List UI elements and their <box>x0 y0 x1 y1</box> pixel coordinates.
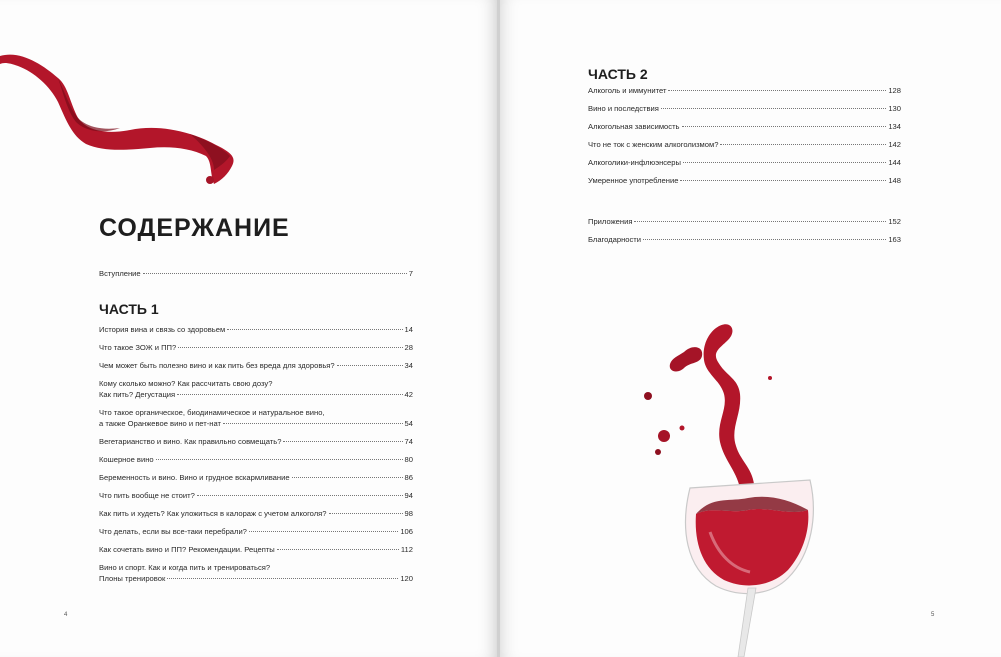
toc-entry-intro[interactable] <box>99 268 413 279</box>
toc-entry-title: Что не ток с женским алкоголизмом? <box>588 140 719 149</box>
dot-leader <box>337 365 403 366</box>
toc-entry-page: 134 <box>888 122 901 131</box>
toc-entry-title-line: Кому сколько можно? Как рассчитать свою дозу? <box>99 379 273 388</box>
dot-leader <box>661 108 886 109</box>
part2-toc-list <box>588 85 901 193</box>
toc-entry-title: Вступление <box>99 269 141 278</box>
toc-entry[interactable] <box>99 472 413 483</box>
toc-entry-page: 128 <box>888 86 901 95</box>
contents-title: СОДЕРЖАНИЕ <box>99 214 290 242</box>
toc-entry[interactable] <box>99 342 413 353</box>
dot-leader <box>197 495 403 496</box>
toc-entry-title: Чем может быть полезно вино и как пить без вреда для здоровья? <box>99 361 335 370</box>
toc-entry-title: Вегетарианство и вино. Как правильно совмещать? <box>99 437 282 446</box>
toc-entry-page: 54 <box>404 419 413 428</box>
toc-entry-page: 144 <box>888 158 901 167</box>
toc-entry-title: Плоны тренировок <box>99 574 166 583</box>
toc-entry-title-line: Вино и спорт. Как и когда пить и тренироваться? <box>99 563 271 572</box>
toc-entry-title: Приложения <box>588 217 633 226</box>
dot-leader <box>143 273 407 274</box>
dot-leader <box>682 126 887 127</box>
toc-entry[interactable] <box>99 454 413 465</box>
page-number-right: 5 <box>931 612 935 618</box>
part1-heading: ЧАСТЬ 1 <box>99 301 159 317</box>
toc-entry-page: 130 <box>888 104 901 113</box>
toc-entry-page: 98 <box>404 509 413 518</box>
dot-leader <box>283 441 402 442</box>
toc-entry[interactable] <box>99 562 413 584</box>
wine-splash-image <box>0 48 250 188</box>
toc-entry[interactable] <box>588 121 901 132</box>
toc-entry-page: 74 <box>404 437 413 446</box>
toc-entry-page: 112 <box>400 545 413 554</box>
dot-leader <box>683 162 886 163</box>
left-page <box>0 0 497 657</box>
toc-entry-page: 94 <box>404 491 413 500</box>
toc-entry-title: История вина и связь со здоровьем <box>99 325 226 334</box>
toc-entry-title: Что такое ЗОЖ и ПП? <box>99 343 177 352</box>
toc-entry[interactable] <box>99 378 413 400</box>
dot-leader <box>156 459 403 460</box>
dot-leader <box>680 180 886 181</box>
toc-entry[interactable] <box>588 234 901 245</box>
toc-entry[interactable] <box>588 139 901 150</box>
toc-entry-page: 163 <box>888 235 901 244</box>
wine-glass-image <box>620 318 850 657</box>
toc-entry-title: Вино и последствия <box>588 104 659 113</box>
dot-leader <box>292 477 403 478</box>
toc-entry[interactable] <box>588 216 901 227</box>
toc-entry[interactable] <box>99 436 413 447</box>
appendix-toc-list <box>588 216 901 252</box>
toc-entry-page: 14 <box>404 325 413 334</box>
toc-entry[interactable] <box>588 175 901 186</box>
toc-entry-title: Беременность и вино. Вино и грудное вскармливание <box>99 473 290 482</box>
toc-entry[interactable] <box>588 157 901 168</box>
toc-entry-title: Что пить вообще не стоит? <box>99 491 195 500</box>
toc-entry-title: Как пить? Дегустация <box>99 390 176 399</box>
toc-entry-page: 42 <box>404 390 413 399</box>
toc-entry-title: Алкоголь и иммунитет <box>588 86 667 95</box>
toc-entry[interactable] <box>99 360 413 371</box>
dot-leader <box>643 239 886 240</box>
toc-entry[interactable] <box>588 85 901 96</box>
toc-entry-page: 148 <box>888 176 901 185</box>
toc-entry-page: 34 <box>404 361 413 370</box>
dot-leader <box>277 549 399 550</box>
part1-toc-list <box>99 324 413 591</box>
dot-leader <box>227 329 402 330</box>
toc-entry-page: 142 <box>888 140 901 149</box>
toc-entry[interactable] <box>588 103 901 114</box>
dot-leader <box>223 423 403 424</box>
toc-entry[interactable] <box>99 544 413 555</box>
toc-entry-page: 28 <box>404 343 413 352</box>
intro-list <box>99 268 413 279</box>
toc-entry-page: 120 <box>400 574 413 583</box>
dot-leader <box>668 90 886 91</box>
toc-entry[interactable] <box>99 526 413 537</box>
toc-entry-page: 106 <box>400 527 413 536</box>
dot-leader <box>167 578 398 579</box>
toc-entry-title-line: Что такое органическое, биодинамическое и натуральное вино, <box>99 408 325 417</box>
toc-entry-title: Благодарности <box>588 235 642 244</box>
toc-entry-title: Умеренное употребление <box>588 176 679 185</box>
toc-entry-page: 86 <box>404 473 413 482</box>
toc-entry-title: Как сочетать вино и ПП? Рекомендации. Рецепты <box>99 545 275 554</box>
toc-entry-title: а также Оранжевое вино и пет-нат <box>99 419 222 428</box>
toc-entry[interactable] <box>99 324 413 335</box>
toc-entry-page: 80 <box>404 455 413 464</box>
dot-leader <box>329 513 403 514</box>
toc-entry-page: 152 <box>888 217 901 226</box>
part2-heading: ЧАСТЬ 2 <box>588 66 648 82</box>
toc-entry-title: Алкоголики-инфлюэнсеры <box>588 158 681 167</box>
dot-leader <box>178 347 402 348</box>
dot-leader <box>177 394 402 395</box>
page-number-left: 4 <box>64 612 68 618</box>
toc-entry[interactable] <box>99 407 413 429</box>
toc-entry-title: Как пить и худеть? Как уложиться в калораж с учетом алкоголя? <box>99 509 327 518</box>
toc-entry-page: 7 <box>408 269 413 278</box>
dot-leader <box>249 531 398 532</box>
dot-leader <box>634 221 886 222</box>
toc-entry[interactable] <box>99 490 413 501</box>
dot-leader <box>720 144 886 145</box>
toc-entry-title: Кошерное вино <box>99 455 154 464</box>
toc-entry-title: Алкогольная зависимость <box>588 122 680 131</box>
toc-entry-title: Что делать, если вы все-таки перебрали? <box>99 527 247 536</box>
toc-entry[interactable] <box>99 508 413 519</box>
right-page <box>500 0 1001 657</box>
